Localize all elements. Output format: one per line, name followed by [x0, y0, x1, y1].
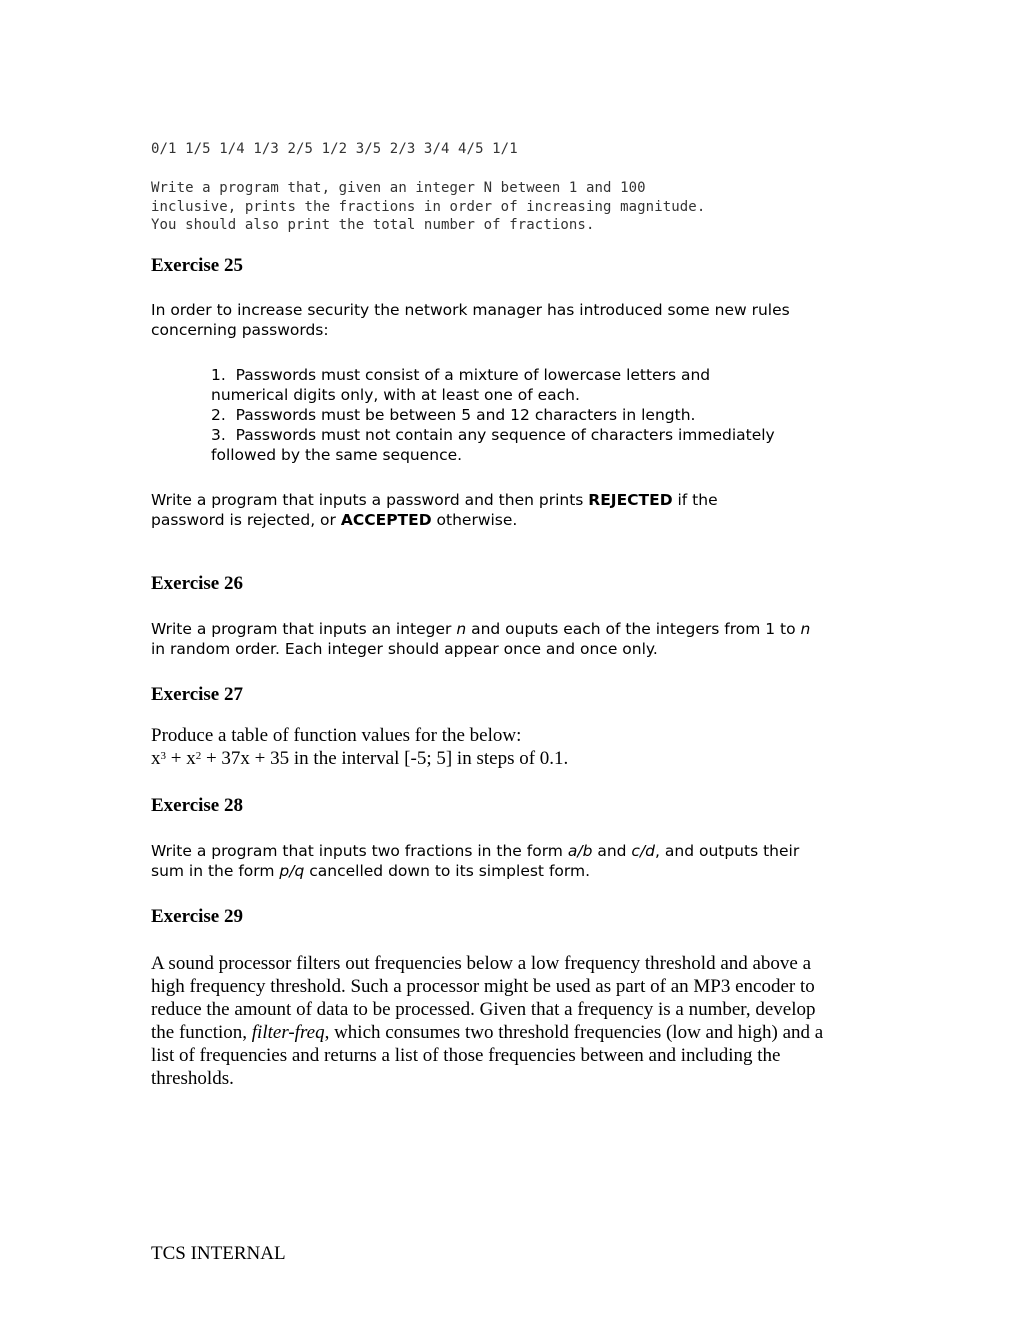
password-rules-list	[211, 365, 775, 465]
body-line: list of frequencies and returns a list of those frequencies between and including the	[151, 1045, 781, 1066]
exponent: 3	[160, 750, 166, 762]
exercise-25-task	[151, 490, 718, 530]
exercise-29-body	[151, 952, 823, 1090]
body-text: + x	[166, 748, 196, 769]
body-text: + 37x + 35 in the interval [-5; 5] in steps of 0.1.	[201, 748, 569, 769]
rejected-keyword: REJECTED	[588, 491, 673, 509]
var-n: n	[800, 620, 811, 638]
body-line: Produce a table of function values for the below:	[151, 725, 522, 746]
fraction-task-line: Write a program that, given an integer N between 1 and 100	[151, 180, 646, 196]
exercise-27-title: Exercise 27	[151, 684, 243, 705]
rule-3-line: followed by the same sequence.	[211, 446, 463, 464]
task-text: password is rejected, or	[151, 511, 341, 529]
rule-3-line: 3. Passwords must not contain any sequence of characters immediately	[211, 426, 775, 444]
body-line	[151, 861, 799, 881]
body-line: high frequency threshold. Such a processor might be used as part of an MP3 encoder to	[151, 976, 815, 997]
fraction-cd: c/d	[631, 842, 656, 860]
fraction-task	[151, 179, 705, 235]
body-line: reduce the amount of data to be processed. Given that a frequency is a number, develop	[151, 999, 816, 1020]
task-text: otherwise.	[431, 511, 518, 529]
exercise-26-title: Exercise 26	[151, 573, 243, 594]
fraction-task-line: inclusive, prints the fractions in order of increasing magnitude.	[151, 198, 706, 215]
fraction-pq: p/q	[279, 862, 305, 880]
page-footer: TCS INTERNAL	[151, 1243, 286, 1264]
body-text: x	[151, 748, 161, 769]
body-line: in random order. Each integer should appear once and once only.	[151, 640, 658, 658]
exercise-29-title: Exercise 29	[151, 906, 243, 927]
exercise-26-body	[151, 619, 810, 659]
task-text: Write a program that inputs a password and then prints	[151, 491, 589, 509]
exercise-28-body	[151, 841, 799, 881]
exercise-25-intro	[151, 300, 790, 340]
body-line	[151, 1021, 823, 1044]
body-line: A sound processor filters out frequencies below a low frequency threshold and above a	[151, 953, 812, 974]
body-line: thresholds.	[151, 1068, 234, 1089]
body-line	[151, 841, 799, 861]
body-text: Write a program that inputs two fractions in the form	[151, 842, 568, 860]
exponent: 2	[195, 750, 202, 762]
body-text: , which consumes two threshold frequencies (low and high) and a	[324, 1022, 824, 1043]
task-line	[151, 490, 718, 510]
body-text: and ouputs each of the integers from 1 to	[466, 620, 801, 638]
intro-line: concerning passwords:	[151, 321, 329, 339]
task-text: if the	[672, 491, 718, 509]
fraction-task-line: You should also print the total number of fractions.	[151, 217, 595, 233]
body-text: Write a program that inputs an integer	[151, 620, 457, 638]
polynomial-line	[151, 747, 568, 770]
body-text: , and outputs their	[655, 842, 800, 860]
body-text: sum in the form	[151, 862, 280, 880]
intro-line: In order to increase security the network manager has introduced some new rules	[151, 301, 790, 319]
accepted-keyword: ACCEPTED	[340, 511, 432, 529]
fraction-ab: a/b	[567, 842, 593, 860]
rule-1-line: numerical digits only, with at least one of each.	[211, 386, 580, 404]
body-text: cancelled down to its simplest form.	[304, 862, 591, 880]
exercise-27-body	[151, 724, 568, 770]
function-name: filter-freq	[251, 1022, 325, 1043]
rule-2-line: 2. Passwords must be between 5 and 12 characters in length.	[211, 406, 696, 424]
exercise-28-title: Exercise 28	[151, 795, 243, 816]
task-line	[151, 510, 718, 530]
rule-1-line: 1. Passwords must consist of a mixture of lowercase letters and	[211, 366, 711, 384]
body-line	[151, 619, 810, 639]
body-text: the function,	[151, 1022, 252, 1043]
exercise-25-title: Exercise 25	[151, 255, 243, 276]
var-n: n	[456, 620, 467, 638]
fractions-sequence: 0/1 1/5 1/4 1/3 2/5 1/2 3/5 2/3 3/4 4/5 1/1	[151, 141, 518, 157]
body-text: and	[592, 842, 632, 860]
